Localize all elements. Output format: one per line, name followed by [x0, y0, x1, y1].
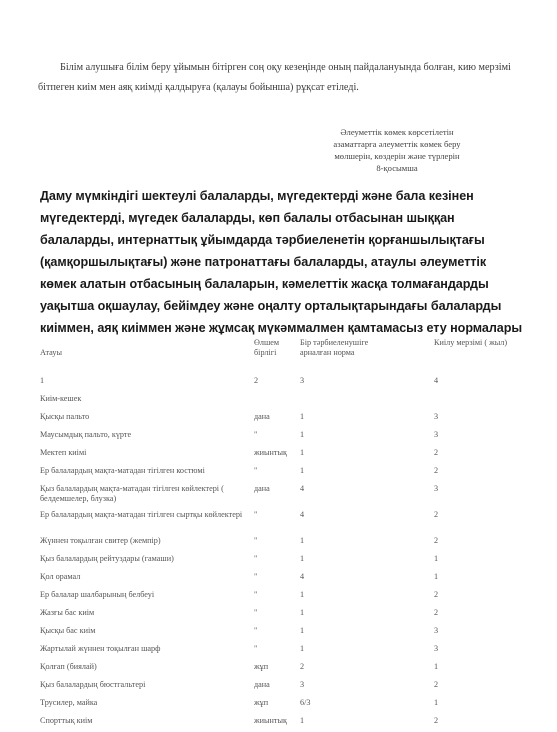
- table-row: [40, 570, 518, 588]
- cell-name: Қол орамал: [40, 572, 81, 581]
- cell-norm: 1: [300, 430, 305, 439]
- annex-line: азаматтарға әлеуметтік көмек беру: [333, 139, 461, 149]
- header-norm: Бір тәрбиеленушіге арналған норма: [300, 338, 369, 357]
- cell-unit: ": [254, 626, 258, 635]
- annex-line: мөлшерін, көздерін және түрлерін: [334, 151, 460, 161]
- cell-life: 2: [434, 536, 439, 545]
- table-row: [40, 714, 518, 732]
- table-row: [40, 696, 518, 714]
- cell-unit: дана: [254, 412, 270, 421]
- cell-unit: жиынтық: [254, 716, 287, 725]
- section-label: Киім-кешек: [40, 394, 82, 403]
- cell-unit: дана: [254, 680, 270, 689]
- index-cell: 2: [254, 376, 259, 385]
- cell-unit: жиынтық: [254, 448, 287, 457]
- cell-name: Қысқы бас киім: [40, 626, 96, 635]
- table-row: [40, 660, 518, 678]
- index-cell: 4: [434, 376, 439, 385]
- annex-number: 8-қосымша: [376, 163, 418, 173]
- cell-life: 1: [434, 698, 439, 707]
- table-row: [40, 508, 518, 534]
- table-row: [40, 552, 518, 570]
- cell-name: Мектеп киімі: [40, 448, 87, 457]
- cell-norm: 1: [300, 412, 305, 421]
- cell-life: 2: [434, 716, 439, 725]
- cell-unit: дана: [254, 484, 270, 493]
- cell-unit: жұп: [254, 662, 269, 671]
- cell-name: Қыз балалардың мақта-матадан тігілген көйлектері ( белдемшелер, блузка): [40, 484, 224, 503]
- cell-name: Жазғы бас киім: [40, 608, 95, 617]
- cell-norm: 1: [300, 716, 305, 725]
- cell-unit: ": [254, 608, 258, 617]
- cell-unit: ": [254, 430, 258, 439]
- cell-name: Трусилер, майка: [40, 698, 98, 707]
- cell-life: 2: [434, 680, 439, 689]
- table-header-row: [40, 330, 518, 374]
- cell-norm: 6/3: [300, 698, 311, 707]
- cell-life: 1: [434, 662, 439, 671]
- cell-norm: 4: [300, 572, 305, 581]
- cell-life: 3: [434, 430, 439, 439]
- cell-norm: 1: [300, 448, 305, 457]
- table-row: [40, 642, 518, 660]
- cell-unit: ": [254, 572, 258, 581]
- cell-name: Қыз балалардың рейтуздары (гамаши): [40, 554, 174, 563]
- cell-unit: жұп: [254, 698, 269, 707]
- cell-name: Қысқы пальто: [40, 412, 90, 421]
- cell-norm: 2: [300, 662, 305, 671]
- cell-name: Жүннен тоқылған свитер (жемпір): [40, 536, 161, 545]
- cell-norm: 3: [300, 680, 305, 689]
- cell-norm: 4: [300, 484, 305, 493]
- cell-norm: 1: [300, 536, 305, 545]
- table-row: [40, 410, 518, 428]
- section-row: [40, 392, 518, 410]
- cell-unit: ": [254, 466, 258, 475]
- table-row: [40, 482, 518, 508]
- index-cell: 3: [300, 376, 305, 385]
- cell-norm: 1: [300, 626, 305, 635]
- header-unit: Өлшем бірлігі: [254, 338, 280, 357]
- cell-name: Қолғап (биялай): [40, 662, 97, 671]
- cell-life: 1: [434, 554, 439, 563]
- cell-name: Ер балалар шалбарының белбеуі: [40, 590, 155, 599]
- cell-name: Қыз балалардың бюстгальтері: [40, 680, 146, 689]
- annex-line: Әлеуметтік көмек көрсетілетін: [340, 127, 454, 137]
- table-row: [40, 428, 518, 446]
- norms-table: [40, 330, 518, 732]
- cell-name: Спорттық киім: [40, 716, 93, 725]
- cell-norm: 1: [300, 466, 305, 475]
- table-row: [40, 534, 518, 552]
- cell-name: Жартылай жүннен тоқылған шарф: [40, 644, 161, 653]
- table-row: [40, 606, 518, 624]
- header-name: Атауы: [40, 348, 62, 357]
- table-row: [40, 446, 518, 464]
- cell-life: 3: [434, 412, 439, 421]
- table-row: [40, 588, 518, 606]
- table-row: [40, 464, 518, 482]
- annex-note: [272, 126, 522, 174]
- cell-life: 2: [434, 590, 439, 599]
- cell-life: 3: [434, 644, 439, 653]
- cell-unit: ": [254, 554, 258, 563]
- cell-life: 2: [434, 448, 439, 457]
- cell-norm: 1: [300, 590, 305, 599]
- intro-paragraph: Білім алушыға білім беру ұйымын бітірген соң оқу кезеңінде оның пайдалануында болған, кию мерзімі бітпеген киім мен аяқ киімді қалдыруға (қалауы бойынша) рұқсат етіледі.: [38, 62, 511, 94]
- cell-unit: ": [254, 644, 258, 653]
- header-life: Киілу мерзімі ( жыл): [434, 338, 508, 347]
- cell-unit: ": [254, 536, 258, 545]
- table-row: [40, 624, 518, 642]
- cell-life: 2: [434, 466, 439, 475]
- cell-life: 3: [434, 484, 439, 493]
- cell-life: 2: [434, 510, 439, 519]
- cell-name: Ер балалардың мақта-матадан тігілген сыртқы көйлектері: [40, 510, 243, 519]
- cell-norm: 1: [300, 608, 305, 617]
- cell-life: 3: [434, 626, 439, 635]
- cell-name: Маусымдық пальто, күрте: [40, 430, 132, 439]
- table-row: [40, 678, 518, 696]
- index-cell: 1: [40, 376, 45, 385]
- index-row: [40, 374, 518, 392]
- cell-life: 1: [434, 572, 439, 581]
- cell-norm: 1: [300, 554, 305, 563]
- cell-name: Ер балалардың мақта-матадан тігілген костюмі: [40, 466, 205, 475]
- cell-life: 2: [434, 608, 439, 617]
- cell-unit: ": [254, 510, 258, 519]
- cell-unit: ": [254, 590, 258, 599]
- cell-norm: 4: [300, 510, 305, 519]
- cell-norm: 1: [300, 644, 305, 653]
- document-heading: Даму мүмкіндігі шектеулі балаларды, мүгедектерді және бала кезінен мүгедектерді, мүгедек балаларды, көп балалы отбасынан шыққан балаларды, интернаттық ұйымдарда тәрбиеленетін қорғаншылықтағы (қамқоршылықтағы) және патронаттағы балаларды, атаулы әлеуметтік көмек алатын отбасының балаларын, кәмелеттік жасқа толмағандарды уақытша оқшаулау, бейімдеу және оңалту орталықтарындағы балаларды киіммен, аяқ киіммен және жұмсақ мүкәммалмен қамтамасыз ету нормалары: [40, 189, 523, 335]
